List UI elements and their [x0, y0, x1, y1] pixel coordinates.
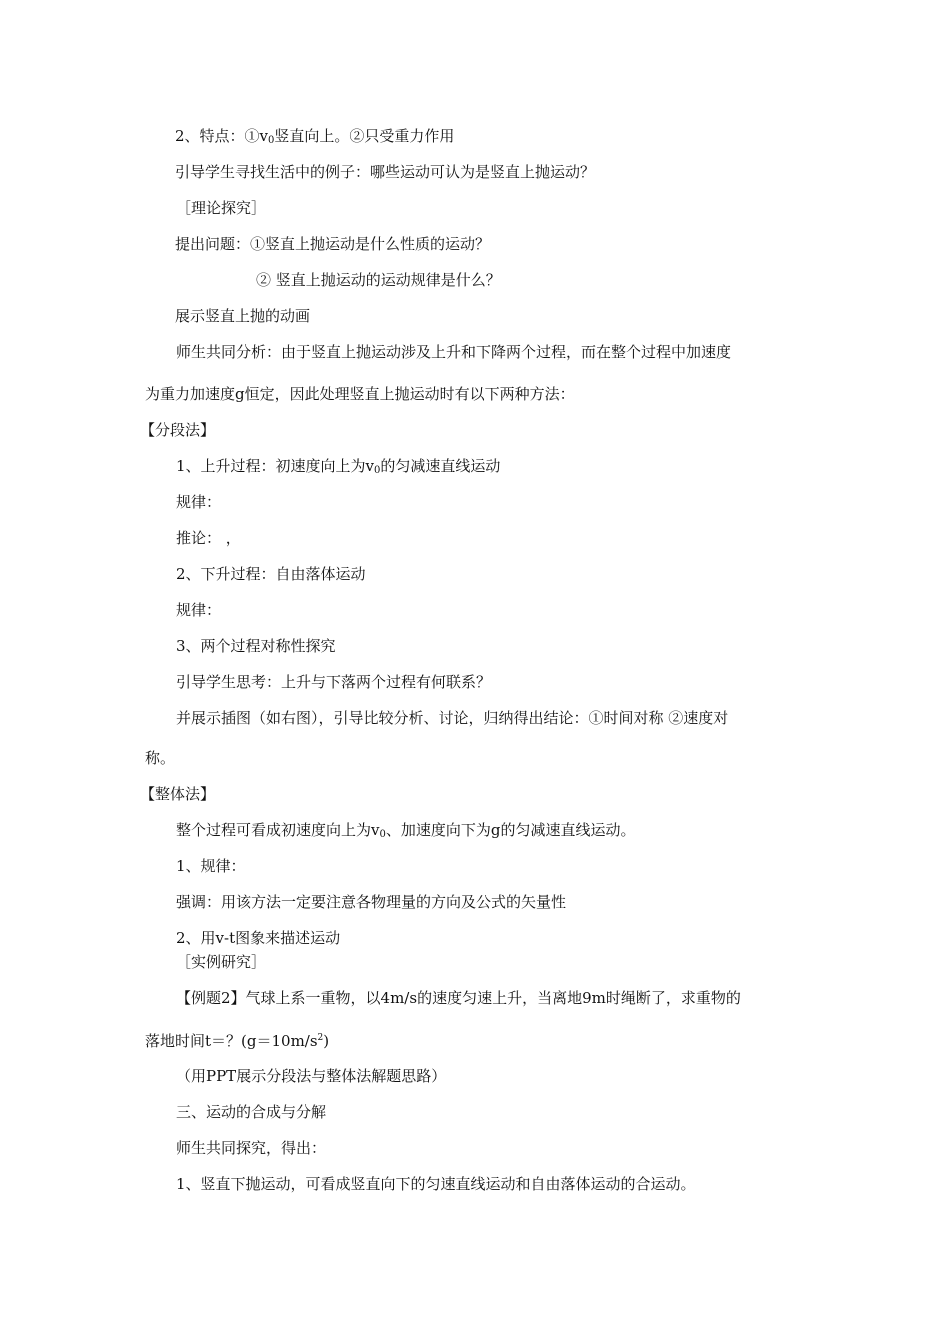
text-line	[175, 126, 454, 151]
text-line: （用PPT展示分段法与整体法解题思路）	[176, 1067, 447, 1085]
text-segment: 2、特点：①v	[175, 127, 269, 145]
text-line: 称。	[145, 749, 176, 767]
superscript: 2	[317, 1033, 324, 1043]
section-heading: 【分段法】	[140, 421, 216, 439]
section-heading: 【整体法】	[140, 785, 216, 803]
text-line	[145, 1028, 329, 1051]
text-line	[176, 820, 635, 845]
text-line: 展示竖直上抛的动画	[175, 307, 311, 325]
text-line	[176, 456, 500, 481]
text-line: 为重力加速度g恒定，因此处理竖直上抛运动时有以下两种方法：	[145, 385, 575, 403]
text-line: 2、用v-t图象来描述运动	[176, 929, 341, 947]
text-line: 规律：	[176, 493, 222, 511]
text-line: 三、运动的合成与分解	[176, 1103, 327, 1121]
text-segment: )	[323, 1032, 330, 1050]
section-label: ［理论探究］	[176, 199, 267, 217]
text-line: 强调：用该方法一定要注意各物理量的方向及公式的矢量性	[176, 893, 567, 911]
text-line: 师生共同分析：由于竖直上抛运动涉及上升和下降两个过程，而在整个过程中加速度	[176, 343, 732, 361]
text-segment: 、加速度向下为g的匀减速直线运动。	[385, 821, 636, 839]
text-line: 引导学生寻找生活中的例子：哪些运动可认为是竖直上抛运动？	[175, 163, 596, 181]
text-line: ② 竖直上抛运动的运动规律是什么？	[256, 271, 501, 289]
text-segment: 整个过程可看成初速度向上为v	[176, 821, 380, 839]
text-segment: 竖直向上。②只受重力作用	[274, 127, 455, 145]
text-line: 提出问题：①竖直上抛运动是什么性质的运动？	[175, 235, 491, 253]
subscript: 0	[268, 135, 275, 146]
section-label: ［实例研究］	[176, 953, 267, 971]
text-line: 2、下升过程：自由落体运动	[176, 565, 366, 583]
text-segment: 落地时间t＝？(g＝10m/s	[145, 1032, 318, 1050]
subscript: 0	[374, 465, 381, 476]
subscript: 0	[379, 829, 386, 840]
text-line: 引导学生思考：上升与下落两个过程有何联系？	[176, 673, 492, 691]
text-line: 师生共同探究，得出：	[176, 1139, 327, 1157]
text-segment: 的匀减速直线运动	[380, 457, 501, 475]
text-line: 规律：	[176, 601, 222, 619]
text-line: 推论： ，	[176, 529, 241, 547]
text-line: 【例题2】气球上系一重物，以4m/s的速度匀速上升，当离地9m时绳断了，求重物的	[176, 989, 741, 1007]
text-line: 1、竖直下抛运动，可看成竖直向下的匀速直线运动和自由落体运动的合运动。	[176, 1175, 696, 1193]
text-line: 1、规律：	[176, 857, 246, 875]
text-segment: 1、上升过程：初速度向上为v	[176, 457, 375, 475]
text-line: 并展示插图（如右图），引导比较分析、讨论，归纳得出结论：①时间对称 ②速度对	[176, 709, 729, 727]
text-line: 3、两个过程对称性探究	[176, 637, 336, 655]
